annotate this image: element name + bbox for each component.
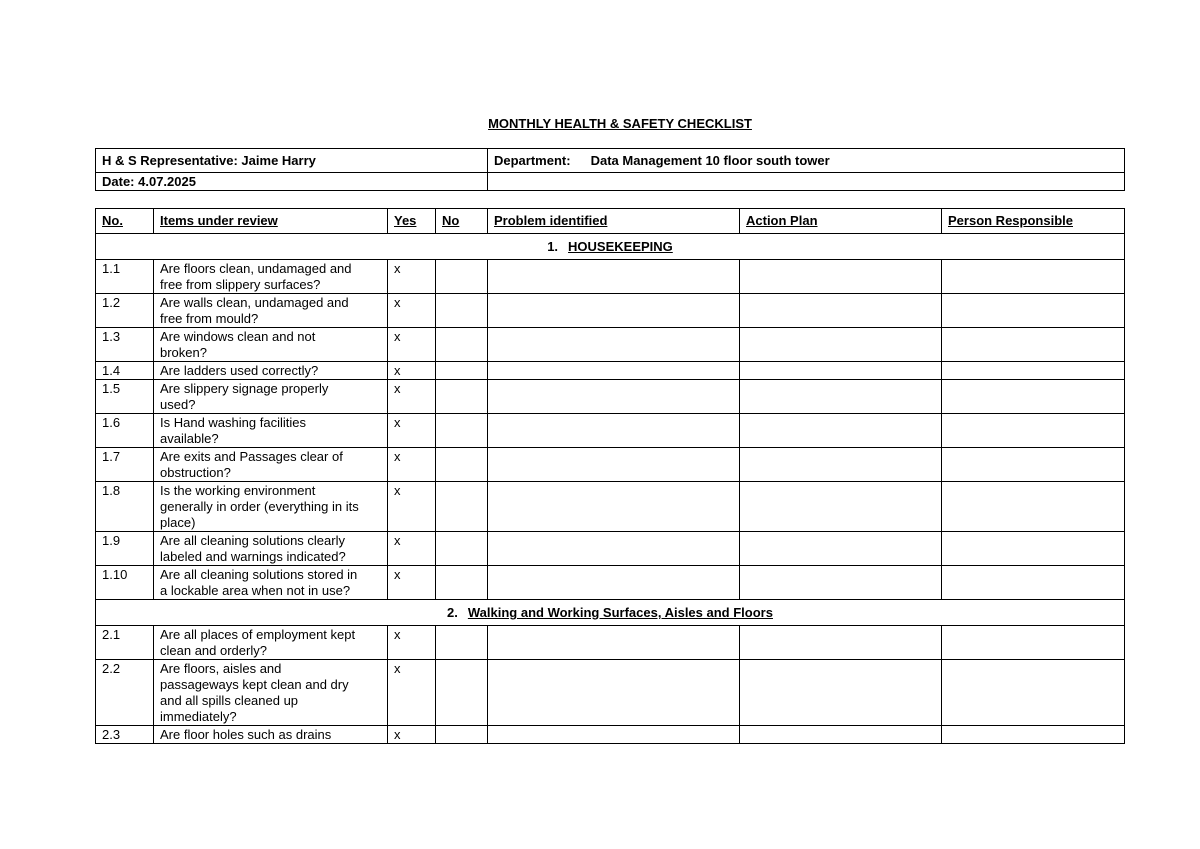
problem-identified-cell[interactable]: [488, 414, 740, 448]
no-cell[interactable]: [436, 726, 488, 744]
item-number: 1.8: [96, 482, 154, 532]
problem-identified-cell[interactable]: [488, 566, 740, 600]
item-question-line: Are floors clean, undamaged and: [160, 261, 352, 276]
action-plan-cell[interactable]: [740, 626, 942, 660]
table-row: [96, 726, 1125, 744]
item-question: [154, 380, 388, 414]
yes-cell[interactable]: x: [388, 566, 436, 600]
no-cell[interactable]: [436, 482, 488, 532]
person-responsible-cell[interactable]: [942, 482, 1125, 532]
yes-cell[interactable]: x: [388, 482, 436, 532]
person-responsible-cell[interactable]: [942, 380, 1125, 414]
item-question-line: clean and orderly?: [160, 643, 267, 658]
item-number: 1.5: [96, 380, 154, 414]
yes-cell[interactable]: x: [388, 726, 436, 744]
table-row: [96, 362, 1125, 380]
item-question-line: Are all places of employment kept: [160, 627, 356, 642]
item-question: [154, 328, 388, 362]
action-plan-cell[interactable]: [740, 328, 942, 362]
table-row: [96, 532, 1125, 566]
no-cell[interactable]: [436, 532, 488, 566]
action-plan-cell[interactable]: [740, 414, 942, 448]
table-row: [96, 260, 1125, 294]
item-number: 1.2: [96, 294, 154, 328]
problem-identified-cell[interactable]: [488, 260, 740, 294]
table-row: [96, 626, 1125, 660]
table-row: [96, 482, 1125, 532]
problem-identified-cell[interactable]: [488, 482, 740, 532]
table-row: [96, 566, 1125, 600]
action-plan-cell[interactable]: [740, 362, 942, 380]
problem-identified-cell[interactable]: [488, 380, 740, 414]
item-question: [154, 260, 388, 294]
item-question: [154, 482, 388, 532]
item-question-line: free from mould?: [160, 311, 259, 326]
person-responsible-cell[interactable]: [942, 362, 1125, 380]
person-responsible-cell[interactable]: [942, 260, 1125, 294]
item-question-line: obstruction?: [160, 465, 231, 480]
section-number: 1.: [547, 239, 559, 254]
item-question: [154, 294, 388, 328]
table-row: [96, 328, 1125, 362]
problem-identified-cell[interactable]: [488, 626, 740, 660]
section-title: [96, 600, 1125, 626]
item-question-line: Are exits and Passages clear of: [160, 449, 343, 464]
column-header: No: [436, 209, 488, 234]
item-question-line: available?: [160, 431, 219, 446]
item-question: [154, 414, 388, 448]
item-number: 2.3: [96, 726, 154, 744]
action-plan-cell[interactable]: [740, 260, 942, 294]
item-question-line: Are ladders used correctly?: [160, 363, 319, 378]
no-cell[interactable]: [436, 294, 488, 328]
person-responsible-cell[interactable]: [942, 566, 1125, 600]
column-header: Yes: [388, 209, 436, 234]
column-header: Items under review: [154, 209, 388, 234]
item-number: 1.10: [96, 566, 154, 600]
item-question-line: Is the working environment: [160, 483, 316, 498]
checklist-table: [95, 208, 1125, 744]
item-question-line: a lockable area when not in use?: [160, 583, 351, 598]
item-question: [154, 626, 388, 660]
action-plan-cell[interactable]: [740, 294, 942, 328]
table-row: [96, 660, 1125, 726]
person-responsible-cell[interactable]: [942, 660, 1125, 726]
section-number: 2.: [447, 605, 458, 620]
action-plan-cell[interactable]: [740, 448, 942, 482]
person-responsible-cell[interactable]: [942, 626, 1125, 660]
section-name: Walking and Working Surfaces, Aisles and Floors: [467, 605, 773, 620]
item-question-line: generally in order (everything in its: [160, 499, 359, 514]
problem-identified-cell[interactable]: [488, 660, 740, 726]
no-cell[interactable]: [436, 566, 488, 600]
yes-cell[interactable]: x: [388, 532, 436, 566]
person-responsible-cell[interactable]: [942, 328, 1125, 362]
item-question-line: broken?: [160, 345, 207, 360]
yes-cell[interactable]: x: [388, 660, 436, 726]
yes-cell[interactable]: x: [388, 626, 436, 660]
no-cell[interactable]: [436, 362, 488, 380]
person-responsible-cell[interactable]: [942, 532, 1125, 566]
department-field: [488, 149, 1125, 173]
section-name: HOUSEKEEPING: [568, 239, 673, 254]
item-question-line: Is Hand washing facilities: [160, 415, 306, 430]
empty-header-cell: [488, 173, 1125, 191]
item-question-line: Are all cleaning solutions clearly: [160, 533, 345, 548]
table-row: [96, 448, 1125, 482]
section-header-row: [96, 234, 1125, 260]
item-number: 2.2: [96, 660, 154, 726]
action-plan-cell[interactable]: [740, 566, 942, 600]
section-title: [96, 234, 1125, 260]
item-number: 1.6: [96, 414, 154, 448]
person-responsible-cell[interactable]: [942, 414, 1125, 448]
table-row: [96, 414, 1125, 448]
column-header: Action Plan: [740, 209, 942, 234]
department-value: Data Management 10 floor south tower: [590, 153, 830, 168]
item-question-line: Are walls clean, undamaged and: [160, 295, 349, 310]
person-responsible-cell[interactable]: [942, 294, 1125, 328]
header-info-table: [95, 148, 1125, 191]
problem-identified-cell[interactable]: [488, 726, 740, 744]
item-number: 1.4: [96, 362, 154, 380]
table-row: [96, 294, 1125, 328]
item-question-line: Are floor holes such as drains: [160, 727, 332, 742]
no-cell[interactable]: [436, 260, 488, 294]
item-question-line: Are windows clean and not: [160, 329, 316, 344]
table-row: [96, 380, 1125, 414]
yes-cell[interactable]: x: [388, 362, 436, 380]
checklist-body: [96, 234, 1125, 744]
person-responsible-cell[interactable]: [942, 726, 1125, 744]
item-question-line: place): [160, 515, 196, 530]
no-cell[interactable]: [436, 448, 488, 482]
item-question-line: free from slippery surfaces?: [160, 277, 321, 292]
yes-cell[interactable]: x: [388, 328, 436, 362]
no-cell[interactable]: [436, 380, 488, 414]
action-plan-cell[interactable]: [740, 660, 942, 726]
department-label: Department:: [494, 153, 571, 168]
document-title: MONTHLY HEALTH & SAFETY CHECKLIST: [488, 116, 752, 131]
yes-cell[interactable]: x: [388, 294, 436, 328]
action-plan-cell[interactable]: [740, 380, 942, 414]
no-cell[interactable]: [436, 414, 488, 448]
item-question: [154, 362, 388, 380]
problem-identified-cell[interactable]: [488, 294, 740, 328]
item-question-line: Are floors, aisles and: [160, 661, 282, 676]
item-question: [154, 660, 388, 726]
problem-identified-cell[interactable]: [488, 448, 740, 482]
item-question-line: and all spills cleaned up: [160, 693, 299, 708]
item-number: 1.1: [96, 260, 154, 294]
action-plan-cell[interactable]: [740, 482, 942, 532]
item-question-line: passageways kept clean and dry: [160, 677, 349, 692]
item-question: [154, 726, 388, 744]
item-question-line: Are all cleaning solutions stored in: [160, 567, 358, 582]
column-header: Person Responsible: [942, 209, 1125, 234]
item-question-line: Are slippery signage properly: [160, 381, 329, 396]
problem-identified-cell[interactable]: [488, 328, 740, 362]
item-question-line: used?: [160, 397, 196, 412]
item-number: 1.7: [96, 448, 154, 482]
column-header-row: [96, 209, 1125, 234]
section-header-row: [96, 600, 1125, 626]
yes-cell[interactable]: x: [388, 448, 436, 482]
no-cell[interactable]: [436, 328, 488, 362]
no-cell[interactable]: [436, 660, 488, 726]
no-cell[interactable]: [436, 626, 488, 660]
action-plan-cell[interactable]: [740, 726, 942, 744]
problem-identified-cell[interactable]: [488, 532, 740, 566]
item-number: 1.9: [96, 532, 154, 566]
column-header: No.: [96, 209, 154, 234]
item-question: [154, 448, 388, 482]
item-number: 2.1: [96, 626, 154, 660]
person-responsible-cell[interactable]: [942, 448, 1125, 482]
action-plan-cell[interactable]: [740, 532, 942, 566]
problem-identified-cell[interactable]: [488, 362, 740, 380]
item-question: [154, 566, 388, 600]
item-number: 1.3: [96, 328, 154, 362]
item-question-line: labeled and warnings indicated?: [160, 549, 346, 564]
yes-cell[interactable]: x: [388, 380, 436, 414]
item-question: [154, 532, 388, 566]
item-question-line: immediately?: [160, 709, 237, 724]
column-header: Problem identified: [488, 209, 740, 234]
yes-cell[interactable]: x: [388, 414, 436, 448]
yes-cell[interactable]: x: [388, 260, 436, 294]
representative-field: H & S Representative: Jaime Harry: [96, 149, 488, 173]
date-field: Date: 4.07.2025: [96, 173, 488, 191]
